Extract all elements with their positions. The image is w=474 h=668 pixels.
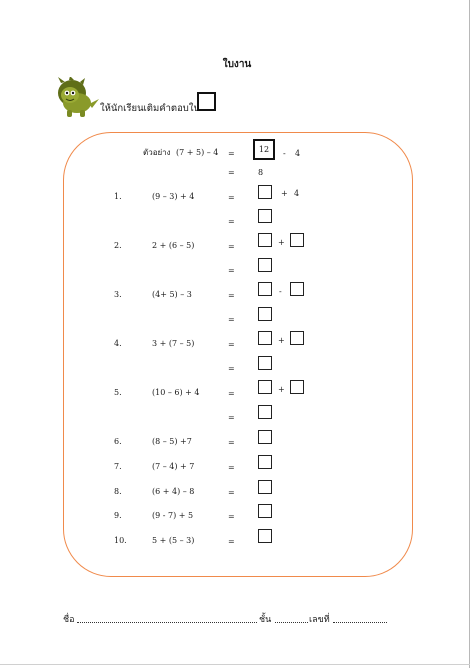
answer-box[interactable] <box>258 455 272 469</box>
second-line-equals: = <box>228 266 235 275</box>
problem-equals: = <box>228 463 235 472</box>
problem-operator: + <box>278 385 285 394</box>
example-operator: - <box>283 149 286 158</box>
problem-number: 2. <box>114 241 122 250</box>
problem-number: 8. <box>114 487 122 496</box>
number-fill-line[interactable] <box>333 622 387 623</box>
instruction-text: ให้นักเรียนเติมคำตอบใน <box>100 103 200 114</box>
worksheet-title: ใบงาน <box>222 59 252 70</box>
answer-box[interactable] <box>258 185 272 199</box>
example-equals-second: = <box>228 168 235 177</box>
problem-equals: = <box>228 512 235 521</box>
problem-equals: = <box>228 488 235 497</box>
problem-expression: (7 – 4) + 7 <box>152 462 195 471</box>
example-answer-box: 12 <box>253 139 275 160</box>
problem-expression: (9 – 3) + 4 <box>152 192 195 201</box>
page-edge-bottom <box>0 664 470 665</box>
instruction-answer-box <box>197 92 216 111</box>
second-line-equals: = <box>228 364 235 373</box>
problem-expression: 5 + (5 – 3) <box>152 536 195 545</box>
second-line-equals: = <box>228 413 235 422</box>
final-answer-box[interactable] <box>258 405 272 419</box>
problem-operator: + <box>278 336 285 345</box>
dinosaur-icon <box>55 77 99 119</box>
final-answer-box[interactable] <box>258 209 272 223</box>
answer-box[interactable] <box>290 380 304 394</box>
problem-equals: = <box>228 291 235 300</box>
final-answer-box[interactable] <box>258 307 272 321</box>
answer-box[interactable] <box>258 331 272 345</box>
problem-operator: + <box>281 189 288 198</box>
answer-box[interactable] <box>258 380 272 394</box>
problem-number: 4. <box>114 339 122 348</box>
problem-equals: = <box>228 340 235 349</box>
example-result: 8 <box>258 168 264 177</box>
answer-box[interactable] <box>258 282 272 296</box>
problem-number: 7. <box>114 462 122 471</box>
number-label: เลขที่ <box>309 615 330 625</box>
problem-number: 3. <box>114 290 122 299</box>
problem-equals: = <box>228 193 235 202</box>
answer-box[interactable] <box>290 233 304 247</box>
problem-expression: (4+ 5) – 3 <box>152 290 192 299</box>
example-label: ตัวอย่าง <box>143 148 171 157</box>
problem-expression: (8 – 5) +7 <box>152 437 192 446</box>
problem-expression: 3 + (7 – 5) <box>152 339 195 348</box>
answer-box[interactable] <box>258 430 272 444</box>
answer-box[interactable] <box>290 331 304 345</box>
name-fill-line[interactable] <box>77 622 257 623</box>
problem-number: 5. <box>114 388 122 397</box>
final-answer-box[interactable] <box>258 356 272 370</box>
answer-box[interactable] <box>258 233 272 247</box>
problem-number: 10. <box>114 536 127 545</box>
answer-box[interactable] <box>258 529 272 543</box>
problem-expression: (10 – 6) + 4 <box>152 388 200 397</box>
problem-equals: = <box>228 242 235 251</box>
class-fill-line[interactable] <box>275 622 308 623</box>
answer-box[interactable] <box>258 504 272 518</box>
problem-number: 6. <box>114 437 122 446</box>
problem-expression: 2 + (6 – 5) <box>152 241 195 250</box>
problem-operand: 4 <box>294 189 300 198</box>
problem-number: 9. <box>114 511 122 520</box>
problem-equals: = <box>228 389 235 398</box>
example-expression: (7 + 5) – 4 <box>176 148 219 157</box>
problem-equals: = <box>228 537 235 546</box>
problem-operator: - <box>279 287 282 296</box>
answer-box[interactable] <box>290 282 304 296</box>
name-label: ชื่อ <box>63 615 75 625</box>
example-operand: 4 <box>295 149 301 158</box>
example-equals: = <box>228 149 235 158</box>
problem-number: 1. <box>114 192 122 201</box>
page-edge-right <box>469 0 470 668</box>
problem-equals: = <box>228 438 235 447</box>
final-answer-box[interactable] <box>258 258 272 272</box>
answer-box[interactable] <box>258 480 272 494</box>
second-line-equals: = <box>228 315 235 324</box>
problem-expression: (6 + 4) – 8 <box>152 487 195 496</box>
second-line-equals: = <box>228 217 235 226</box>
problem-operator: + <box>278 238 285 247</box>
problem-expression: (9 - 7) + 5 <box>152 511 194 520</box>
class-label: ชั้น <box>259 615 272 625</box>
